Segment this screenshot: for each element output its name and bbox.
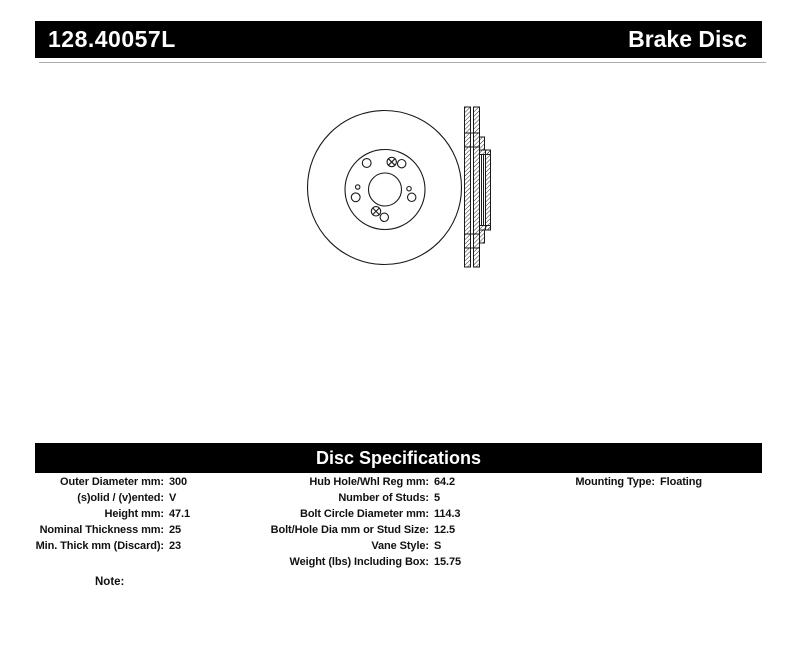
spec-column-mounting	[455, 474, 702, 490]
spec-row-number-of-studs	[229, 490, 461, 506]
stud-hole	[380, 213, 388, 221]
spec-row-hub-hole	[229, 474, 461, 490]
spec-row-vane-style	[229, 538, 461, 554]
disc-specifications-title: Disc Specifications	[315, 447, 482, 468]
spec-value: 47.1	[169, 508, 191, 520]
spec-row-mounting-type	[455, 474, 702, 490]
title-bar	[35, 21, 762, 58]
spec-row-height	[30, 506, 190, 522]
brake-disc-technical-drawing	[285, 90, 497, 275]
spec-label: Number of Studs:	[338, 492, 429, 504]
hatched-marker-hole	[387, 157, 396, 166]
stud-hole	[362, 159, 371, 168]
spec-row-bolt-hole-dia	[229, 522, 461, 538]
spec-value: 23	[169, 540, 182, 552]
spec-label: Nominal Thickness mm:	[39, 524, 164, 536]
title-bar-shadow-line	[39, 62, 766, 63]
spec-label: Bolt Circle Diameter mm:	[299, 508, 429, 520]
product-type-title: Brake Disc	[628, 26, 747, 52]
spec-label: Hub Hole/Whl Reg mm:	[309, 476, 429, 488]
stud-hole	[398, 160, 406, 168]
spec-value: 64.2	[434, 476, 456, 488]
spec-row-nominal-thickness	[30, 522, 190, 538]
disc-outer-edge	[308, 111, 462, 265]
spec-value: 300	[169, 476, 188, 488]
hat-step-top	[480, 137, 485, 150]
spec-value: 15.75	[434, 556, 462, 568]
spec-value: 25	[169, 524, 182, 536]
spec-value: Floating	[660, 476, 702, 488]
spec-row-min-thickness	[30, 538, 190, 554]
spec-label: Min. Thick mm (Discard):	[35, 540, 164, 552]
spec-value: 5	[434, 492, 441, 504]
part-number: 128.40057L	[48, 26, 176, 52]
hatched-marker-hole	[371, 207, 380, 216]
disc-specifications-bar	[35, 443, 762, 473]
spec-label: Weight (lbs) Including Box:	[289, 556, 429, 568]
outboard-plate-section	[465, 107, 471, 267]
spec-label: (s)olid / (v)ented:	[77, 492, 164, 504]
spec-value: V	[169, 492, 177, 504]
spec-value: 12.5	[434, 524, 456, 536]
note-label: Note:	[95, 576, 125, 588]
alignment-hole	[356, 185, 360, 189]
spec-label: Height mm:	[104, 508, 164, 520]
hat-wall-section	[486, 150, 491, 230]
spec-row-outer-diameter	[30, 474, 190, 490]
brake-disc-cross-section	[465, 107, 491, 267]
spec-label: Mounting Type:	[575, 476, 655, 488]
spec-row-weight	[229, 554, 461, 570]
alignment-hole	[407, 187, 411, 191]
spec-label: Vane Style:	[371, 540, 429, 552]
spec-value: S	[434, 540, 442, 552]
brake-disc-front-view	[308, 111, 462, 265]
stud-hole	[351, 193, 360, 202]
stud-hole	[408, 193, 416, 201]
inboard-plate-section	[474, 107, 480, 267]
spec-column-hub-studs	[229, 474, 461, 570]
spec-label: Outer Diameter mm:	[60, 476, 164, 488]
spec-row-solid-vented	[30, 490, 190, 506]
spec-label: Bolt/Hole Dia mm or Stud Size:	[270, 524, 429, 536]
spec-row-bolt-circle-diameter	[229, 506, 461, 522]
center-bore	[369, 173, 402, 206]
spec-value: 114.3	[434, 508, 461, 520]
hat-step-bottom	[480, 230, 485, 243]
spec-column-dimensions	[30, 474, 190, 554]
